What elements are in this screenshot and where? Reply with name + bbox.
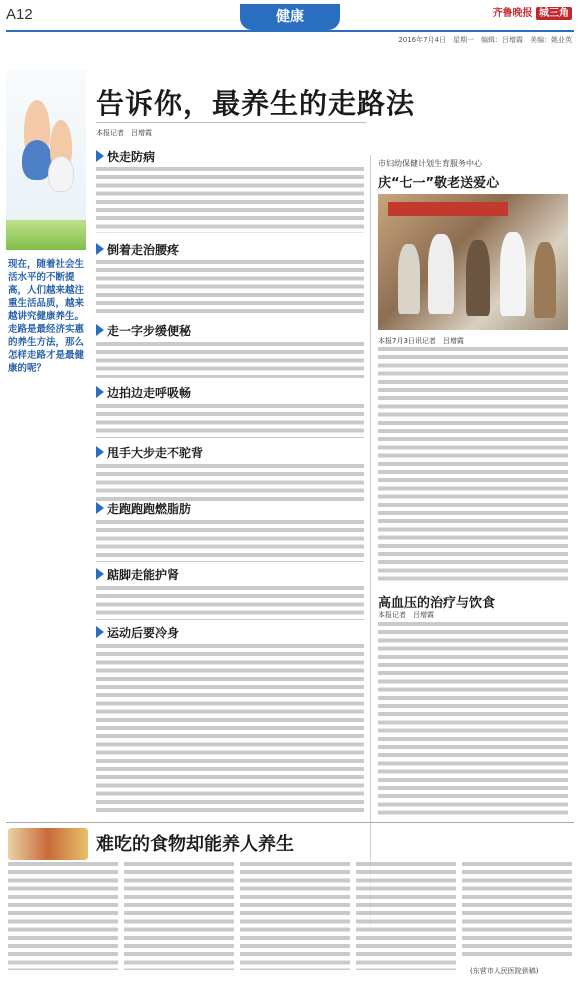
side-article-body: [378, 620, 568, 816]
header-rule: [6, 30, 574, 32]
subhead-6: 走跑跑跑燃脂肪: [96, 500, 191, 517]
bottom-col-2: [124, 860, 234, 970]
body-text-3: [96, 340, 364, 378]
food-photo: [8, 828, 88, 860]
triangle-icon: [96, 568, 104, 580]
subhead-1: 快走防病: [96, 148, 155, 165]
walking-women-photo: [6, 70, 86, 250]
main-headline: 告诉你，最养生的走路法: [96, 87, 416, 120]
triangle-icon: [96, 386, 104, 398]
side-article-byline: 本报记者 吕增霞: [378, 611, 434, 619]
right-article-byline: 本报7月3日讯记者 吕增霞: [378, 337, 464, 345]
subhead-8: 运动后要冷身: [96, 624, 179, 641]
subhead-5: 甩手大步走不驼背: [96, 444, 203, 461]
paper-name: 齐鲁晚报: [492, 8, 533, 19]
bottom-source: (东营市人民医院供稿): [470, 967, 539, 975]
right-article-org: 市妇幼保健计划生育服务中心: [378, 159, 482, 168]
bottom-col-3: [240, 860, 350, 970]
subhead-4: 边拍边走呼吸畅: [96, 384, 191, 401]
triangle-icon: [96, 446, 104, 458]
bottom-col-1: [8, 860, 118, 970]
page-header: [0, 0, 580, 44]
body-text-4: [96, 402, 364, 438]
side-article-title: 高血压的治疗与饮食: [378, 596, 496, 611]
body-text-8: [96, 642, 364, 814]
bottom-article-title: 难吃的食物却能养人养生: [96, 834, 294, 855]
page-number: A12: [6, 6, 33, 23]
elderly-visit-photo: [378, 194, 568, 330]
right-article-title: 庆“七一”敬老送爱心: [378, 176, 500, 191]
body-text-5: [96, 462, 364, 502]
body-text-1: [96, 165, 364, 233]
bottom-col-5: [462, 860, 572, 960]
subhead-7: 踮脚走能护肾: [96, 566, 179, 583]
paper-logo: [493, 4, 572, 19]
edition-badge: 城三角: [536, 7, 572, 20]
intro-pullquote: 现在，随着社会生活水平的不断提高，人们越来越注重生活品质，越来越讲究健康养生。走路是最经济实惠的养生方法，那么怎样走路才是最健康的呢？: [8, 259, 85, 374]
body-text-6: [96, 518, 364, 562]
triangle-icon: [96, 324, 104, 336]
bottom-col-4: [356, 860, 456, 970]
issue-meta: 2016年7月4日 星期一 编辑：吕增霞 美编：姚业英: [398, 36, 572, 44]
subhead-3: 走一字步缓便秘: [96, 322, 191, 339]
body-text-2: [96, 258, 364, 316]
bottom-rule: [6, 822, 574, 823]
right-article-body: [378, 345, 568, 585]
headline-rule: [96, 122, 366, 123]
triangle-icon: [96, 150, 104, 162]
subhead-2: 倒着走治腰疼: [96, 241, 179, 258]
body-text-7: [96, 584, 364, 620]
section-tab: 健康: [240, 4, 340, 30]
triangle-icon: [96, 243, 104, 255]
triangle-icon: [96, 626, 104, 638]
triangle-icon: [96, 502, 104, 514]
main-byline: 本报记者 吕增霞: [96, 129, 152, 137]
red-banner: [388, 202, 508, 216]
